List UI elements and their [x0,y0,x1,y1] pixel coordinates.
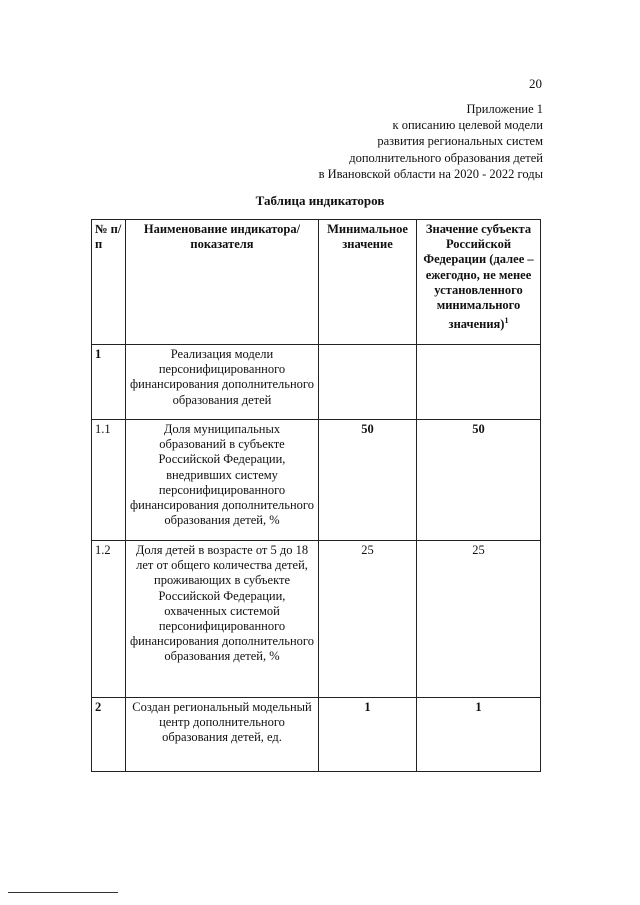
row-number: 1 [92,345,126,420]
appendix-line: дополнительного образования детей [349,150,543,165]
row-subject-value: 50 [417,420,541,541]
footnote-divider [8,892,118,893]
appendix-line: Приложение 1 [466,102,543,116]
row-min-value [319,345,417,420]
appendix-line: развития региональных систем [377,134,543,149]
appendix-header [250,101,543,182]
row-indicator-name: Доля муниципальных образований в субъекте Российской Федерации, внедривших систему персонифицированного финансирования дополнительного образования детей, % [126,420,319,541]
table-header-row [92,220,541,345]
row-indicator-name: Доля детей в возрасте от 5 до 18 лет от общего количества детей, проживающих в субъекте Российской Федерации, охваченных системой персонифицированного финансирования дополнительного образования детей, % [126,541,319,698]
appendix-line: в Ивановской области на 2020 - 2022 годы [318,166,543,181]
row-subject-value [417,345,541,420]
column-header-subject-value [417,220,541,345]
column-header-min-value: Минимальное значение [319,220,417,345]
row-min-value: 25 [319,541,417,698]
row-number: 2 [92,698,126,772]
row-subject-value: 25 [417,541,541,698]
row-number: 1.1 [92,420,126,541]
row-indicator-name: Создан региональный модельный центр дополнительного образования детей, ед. [126,698,319,772]
page-number: 20 [529,76,542,91]
row-min-value: 1 [319,698,417,772]
appendix-line: к описанию целевой модели [392,118,543,133]
table-row [92,541,541,698]
column-header-number: № п/п [92,220,126,345]
column-header-name: Наименование индикатора/показателя [126,220,319,345]
footnote-marker: 1 [504,316,509,326]
row-indicator-name: Реализация модели персонифицированного финансирования дополнительного образования детей [126,345,319,420]
table-row [92,345,541,420]
row-number: 1.2 [92,541,126,698]
table-row [92,698,541,772]
subject-header-text: Значение субъекта Российской Федерации (далее – ежегодно, не менее установленного минимального значения) [423,222,534,332]
row-subject-value: 1 [417,698,541,772]
table-row [92,420,541,541]
row-min-value: 50 [319,420,417,541]
table-title: Таблица индикаторов [255,193,385,208]
indicators-table [91,219,541,772]
